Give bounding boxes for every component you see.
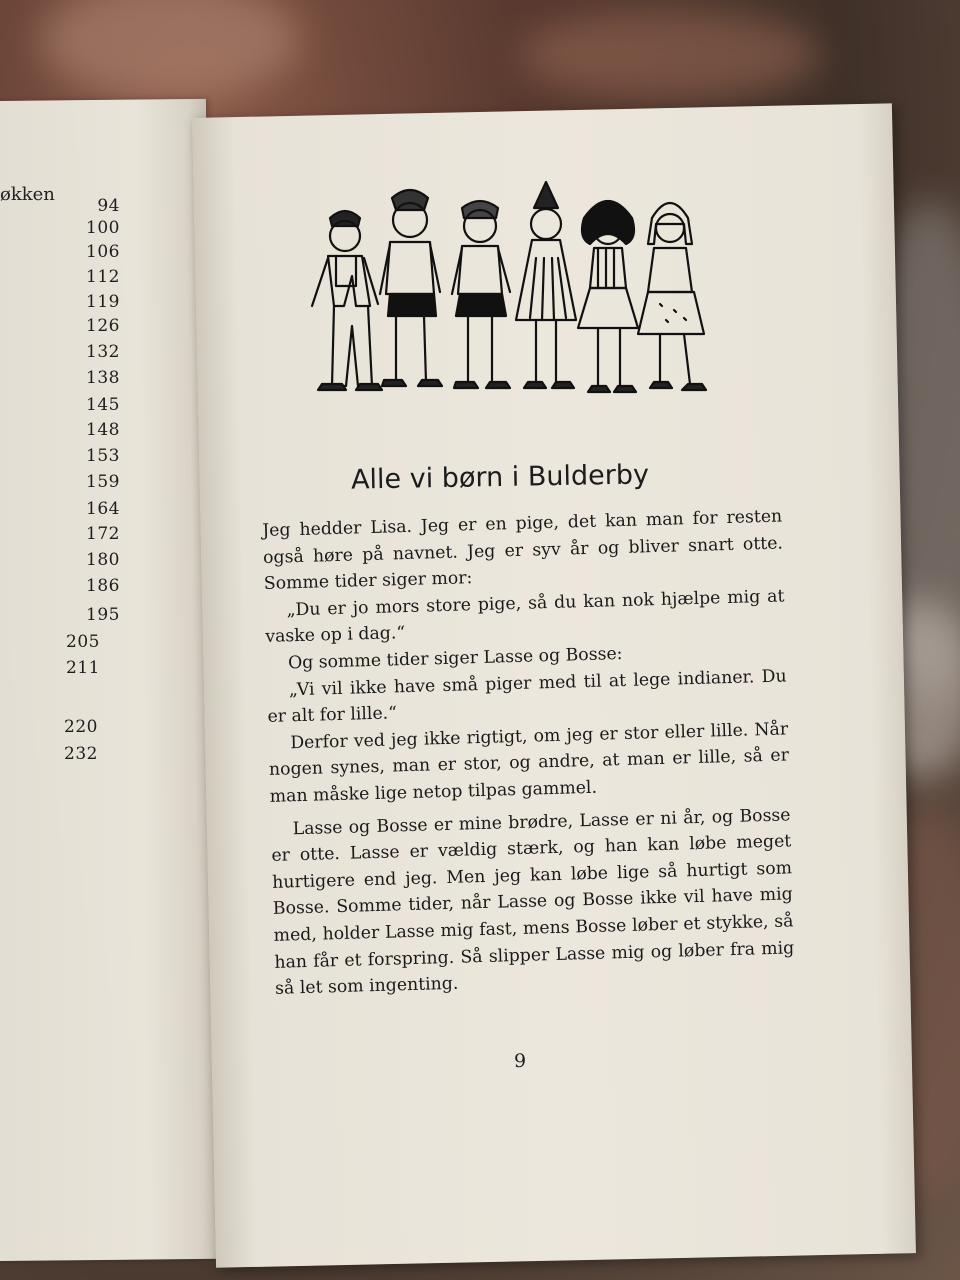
toc-page-number: 145 — [86, 395, 120, 415]
toc-page-number: 106 — [86, 242, 120, 262]
toc-page-number: 205 — [66, 632, 100, 652]
toc-page-number: 132 — [86, 342, 120, 362]
page-number: 9 — [514, 1050, 527, 1072]
toc-page-number: 119 — [86, 292, 120, 312]
toc-page-number: 186 — [86, 576, 120, 596]
children-illustration — [300, 178, 720, 418]
toc-page-number: 112 — [86, 267, 120, 287]
paragraph: Jeg hedder Lisa. Jeg er en pige, det kan man for resten også høre på navnet. Jeg er syv år og bliver snart otte. Somme tider siger mor: — [262, 506, 784, 595]
paragraph: „Du er jo mors store pige, så du kan nok hjælpe mig at vaske op i dag.“ — [265, 586, 785, 648]
toc-page-number: 232 — [64, 744, 98, 764]
toc-page-number: 180 — [86, 550, 120, 570]
toc-page-number: 195 — [86, 605, 120, 625]
child-figure — [452, 201, 510, 388]
toc-page-number: 211 — [66, 658, 100, 678]
toc-page-number: 172 — [86, 524, 120, 544]
body-text — [262, 503, 795, 1002]
paragraph: Derfor ved jeg ikke rigtigt, om jeg er stor eller lille. Når nogen synes, man er stor, og andre, at man er lille, så er man måske lige netop tilpas gammel. — [268, 719, 790, 807]
child-figure — [638, 203, 706, 390]
toc-page-number: 164 — [86, 499, 120, 519]
toc-page-number: 153 — [86, 446, 120, 466]
chapter-title: Alle vi børn i Bulderby — [350, 459, 650, 496]
paragraph: Lasse og Bosse er mine brødre, Lasse er ni år, og Bosse er otte. Lasse er vældig stærk, og han kan løbe meget hurtigere end jeg. Men jeg kan løbe lige så hurtigt som Bosse. Somme tider, når Lasse og Bosse ikke vil have mig med, holder Lasse mig fast, mens Bosse løber et stykke, så han får et forspring. Så slipper Lasse mig og løber fra mig så let som ingenting. — [271, 804, 795, 999]
child-figure — [578, 201, 638, 392]
toc-page-number: 220 — [64, 717, 98, 737]
toc-page-number: 138 — [86, 368, 120, 388]
toc-page-number: 126 — [86, 316, 120, 336]
toc-page-number: 159 — [86, 472, 120, 492]
toc-page-number: 148 — [86, 420, 120, 440]
paragraph: Og somme tider siger Lasse og Bosse: — [287, 643, 623, 674]
toc-partial-word: økken — [0, 184, 55, 205]
paragraph: „Vi vil ikke have små piger med til at lege indianer. Du er alt for lille.“ — [267, 665, 787, 728]
toc-page-number: 100 — [86, 218, 120, 238]
child-figure — [380, 190, 442, 386]
child-figure — [312, 211, 382, 390]
toc-page-number: 94 — [97, 196, 120, 216]
child-figure — [516, 182, 576, 388]
